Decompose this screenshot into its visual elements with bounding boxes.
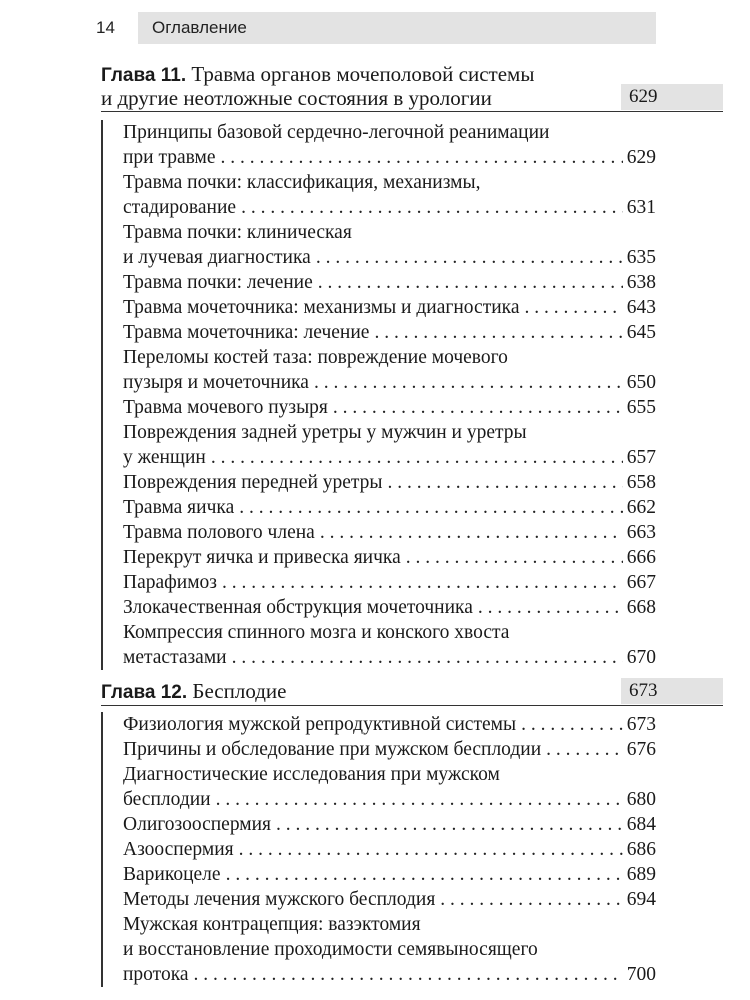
toc-entry[interactable] [123,520,656,545]
toc-entry-page: 658 [626,472,656,493]
toc-entry-page: 657 [626,447,656,468]
chapter-12-entries [101,712,656,987]
dot-leader [315,520,623,545]
toc-entry-last-line [123,495,656,520]
dot-leader [234,495,623,520]
toc-entry-last-line [123,812,656,837]
toc-entry[interactable] [123,737,656,762]
chapter-page-number: 673 [621,678,723,704]
toc-entry[interactable] [123,595,656,620]
toc-entry-page: 684 [626,814,656,835]
entries-rule [101,712,103,987]
toc-entry-line: Компрессия спинного мозга и конского хвоста [123,622,510,643]
toc-entry-last-line [123,445,656,470]
toc-entry-last-line [123,295,656,320]
toc-entry-title: и лучевая диагностика [123,247,311,268]
toc-entry-page: 694 [626,889,656,910]
toc-entry-title: Травма полового члена [123,522,315,543]
toc-entry-page: 638 [626,272,656,293]
toc-entry-title: Травма мочевого пузыря [123,397,328,418]
toc-entry-title: пузыря и мочеточника [123,372,309,393]
toc-entry-last-line [123,470,656,495]
toc-entry-title: Варикоцеле [123,864,221,885]
toc-entry-last-line [123,395,656,420]
toc-entry[interactable] [123,220,656,270]
toc-entry-page: 655 [626,397,656,418]
toc-entry-title: у женщин [123,447,206,468]
toc-entry-last-line [123,545,656,570]
toc-entry[interactable] [123,170,656,220]
dot-leader [519,295,622,320]
toc-entry[interactable] [123,295,656,320]
toc-entry-line: Травма почки: клиническая [123,222,352,243]
toc-entry[interactable] [123,762,656,812]
toc-entry-line: Повреждения задней уретры у мужчин и уретры [123,422,527,443]
toc-entry-last-line [123,520,656,545]
toc-entry-title: Олигозооспермия [123,814,272,835]
chapter-label: Глава 12. [101,682,188,703]
dot-leader [189,962,623,987]
toc-entry[interactable] [123,495,656,520]
toc-entry-page: 629 [626,147,656,168]
toc-entry[interactable] [123,345,656,395]
toc-entry[interactable] [123,420,656,470]
toc-entry[interactable] [123,887,656,912]
toc-entry-last-line [123,737,656,762]
toc-entry-page: 676 [626,739,656,760]
chapter-11-heading[interactable] [101,63,723,110]
toc-entry-page: 631 [626,197,656,218]
toc-entry-line: Мужская контрацепция: вазэктомия [123,914,421,935]
toc-entry-title: Азооспермия [123,839,234,860]
toc-entry-page: 662 [626,497,656,518]
toc-entry-title: Травма мочеточника: лечение [123,322,370,343]
toc-entry-title: Методы лечения мужского бесплодия [123,889,436,910]
toc-entry-last-line [123,962,656,987]
chapter-title-line1: Бесплодие [192,679,287,703]
dot-leader [369,320,622,345]
toc-entry[interactable] [123,620,656,670]
header-bar [138,12,656,44]
chapter-page-number: 629 [621,84,723,110]
toc-entry-line: Диагностические исследования при мужском [123,764,500,785]
dot-leader [236,195,623,220]
toc-entry-line: Переломы костей таза: повреждение мочевого [123,347,508,368]
toc-entry-title: Причины и обследование при мужском бесплодии [123,739,542,760]
toc-entry-page: 680 [626,789,656,810]
toc-entry-page: 645 [626,322,656,343]
chapter-11-entries [101,120,656,670]
toc-entry-line: Принципы базовой сердечно-легочной реанимации [123,122,550,143]
toc-entry[interactable] [123,470,656,495]
dot-leader [221,862,623,887]
toc-entry-last-line [123,270,656,295]
chapter-title-line2: и другие неотложные состояния в урологии [101,86,492,110]
toc-entry[interactable] [123,862,656,887]
dot-leader [234,837,623,862]
toc-entry-page: 700 [626,964,656,985]
dot-leader [401,545,623,570]
toc-entry-page: 686 [626,839,656,860]
toc-entry-last-line [123,320,656,345]
dot-leader [227,645,623,670]
entries-rule [101,120,103,670]
toc-entry-title: протока [123,964,189,985]
dot-leader [541,737,623,762]
toc-entry-page: 673 [626,714,656,735]
toc-entry-last-line [123,645,656,670]
chapter-rule [101,111,723,113]
toc-entry-page: 668 [626,597,656,618]
toc-entry-title: Травма почки: лечение [123,272,313,293]
page-number: 14 [96,18,115,37]
dot-leader [309,370,623,395]
dot-leader [311,245,623,270]
toc-entry-last-line [123,570,656,595]
toc-entry-title: бесплодии [123,789,211,810]
toc-entry-title: Злокачественная обструкция мочеточника [123,597,473,618]
toc-entry-last-line [123,595,656,620]
toc-entry-last-line [123,862,656,887]
toc-entry-last-line [123,887,656,912]
toc-entry[interactable] [123,120,656,170]
toc-entry-last-line [123,837,656,862]
dot-leader [216,145,623,170]
toc-entry-title: при травме [123,147,216,168]
toc-entry[interactable] [123,812,656,837]
toc-entry-page: 663 [626,522,656,543]
running-header [96,12,656,44]
dot-leader [383,470,623,495]
toc-entry-page: 643 [626,297,656,318]
toc-entry-last-line [123,195,656,220]
toc-entry-page: 666 [626,547,656,568]
toc-entry[interactable] [123,270,656,295]
dot-leader [206,445,623,470]
toc-entry-last-line [123,145,656,170]
toc-entry[interactable] [123,320,656,345]
dot-leader [516,712,623,737]
chapter-title-line1: Травма органов мочеполовой системы [191,62,535,86]
toc-entry[interactable] [123,912,656,987]
chapter-rule [101,705,723,707]
dot-leader [217,570,623,595]
toc-entry-title: Перекрут яичка и привеска яичка [123,547,401,568]
toc-entry-title: Парафимоз [123,572,218,593]
dot-leader [435,887,622,912]
toc-entry-page: 635 [626,247,656,268]
toc-entry-page: 689 [626,864,656,885]
chapter-label: Глава 11. [101,65,187,86]
toc-entry-last-line [123,787,656,812]
toc-entry[interactable] [123,395,656,420]
toc-entry-line: Травма почки: классификация, механизмы, [123,172,481,193]
toc-entry-page: 670 [626,647,656,668]
toc-entry[interactable] [123,570,656,595]
dot-leader [328,395,623,420]
toc-entry[interactable] [123,837,656,862]
toc-entry-line: и восстановление проходимости семявыносящего [123,939,538,960]
dot-leader [313,270,623,295]
toc-entry-title: Травма мочеточника: механизмы и диагностика [123,297,520,318]
toc-entry-title: Физиология мужской репродуктивной системы [123,714,517,735]
toc-entry-page: 650 [626,372,656,393]
toc-entry-last-line [123,712,656,737]
dot-leader [473,595,623,620]
toc-entry-page: 667 [626,572,656,593]
toc-entry-last-line [123,370,656,395]
header-title: Оглавление [152,18,247,37]
dot-leader [211,787,623,812]
toc-entry[interactable] [123,545,656,570]
toc-entry-title: стадирование [123,197,237,218]
toc-entry-last-line [123,245,656,270]
toc-entry[interactable] [123,712,656,737]
toc-entry-title: метастазами [123,647,227,668]
toc-entry-title: Повреждения передней уретры [123,472,383,493]
chapter-12-heading[interactable] [101,680,723,704]
toc-entry-title: Травма яичка [123,497,235,518]
dot-leader [271,812,623,837]
